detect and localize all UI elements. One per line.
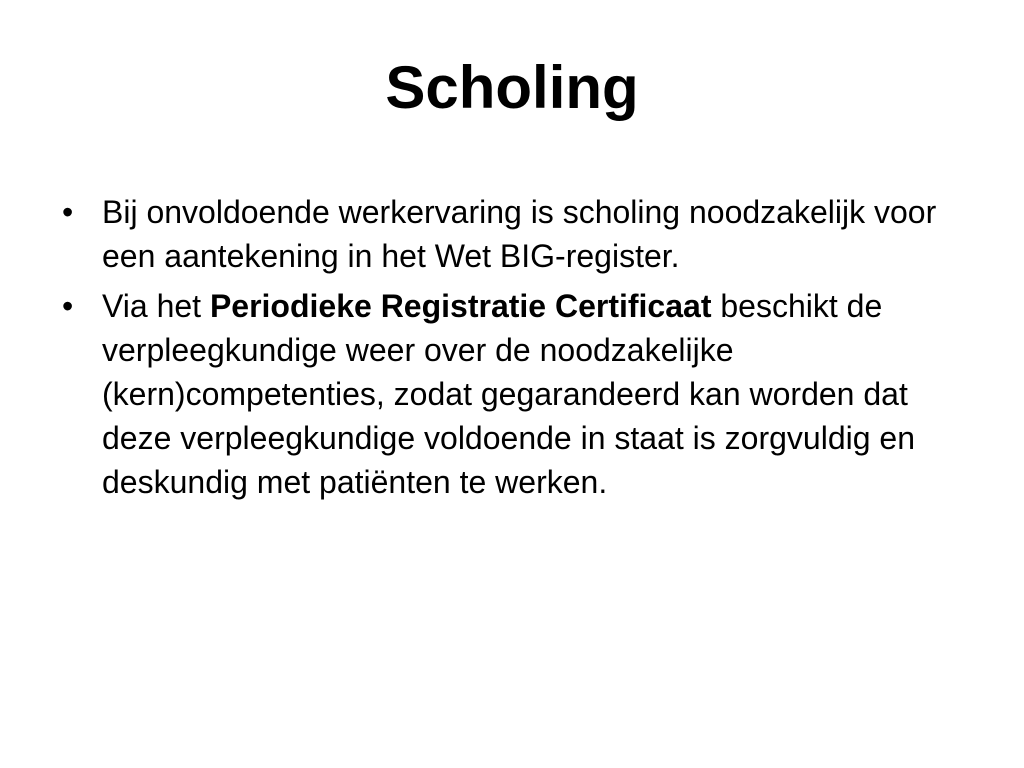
bullet-list xyxy=(62,190,962,510)
bullet-item-2 xyxy=(62,284,962,504)
bullet-marker: • xyxy=(62,194,74,230)
bullet-marker: • xyxy=(62,288,74,324)
slide-title: Scholing xyxy=(385,54,639,121)
bullet-text-prefix: Via het xyxy=(102,288,210,324)
bullet-text: Bij onvoldoende werkervaring is scholing noodzakelijk voor een aantekening in het Wet BIG-register. xyxy=(102,194,937,274)
bullet-text-bold: Periodieke Registratie Certificaat xyxy=(209,288,712,324)
bullet-item-1 xyxy=(62,190,962,278)
bullet-text-suffix: beschikt de verpleegkundige weer over de noodzakelijke (kern)competenties, zodat gegarandeerd kan worden dat deze verpleegkundige voldoende in staat is zorgvuldig en deskundig met patiënten te werken. xyxy=(102,288,915,500)
